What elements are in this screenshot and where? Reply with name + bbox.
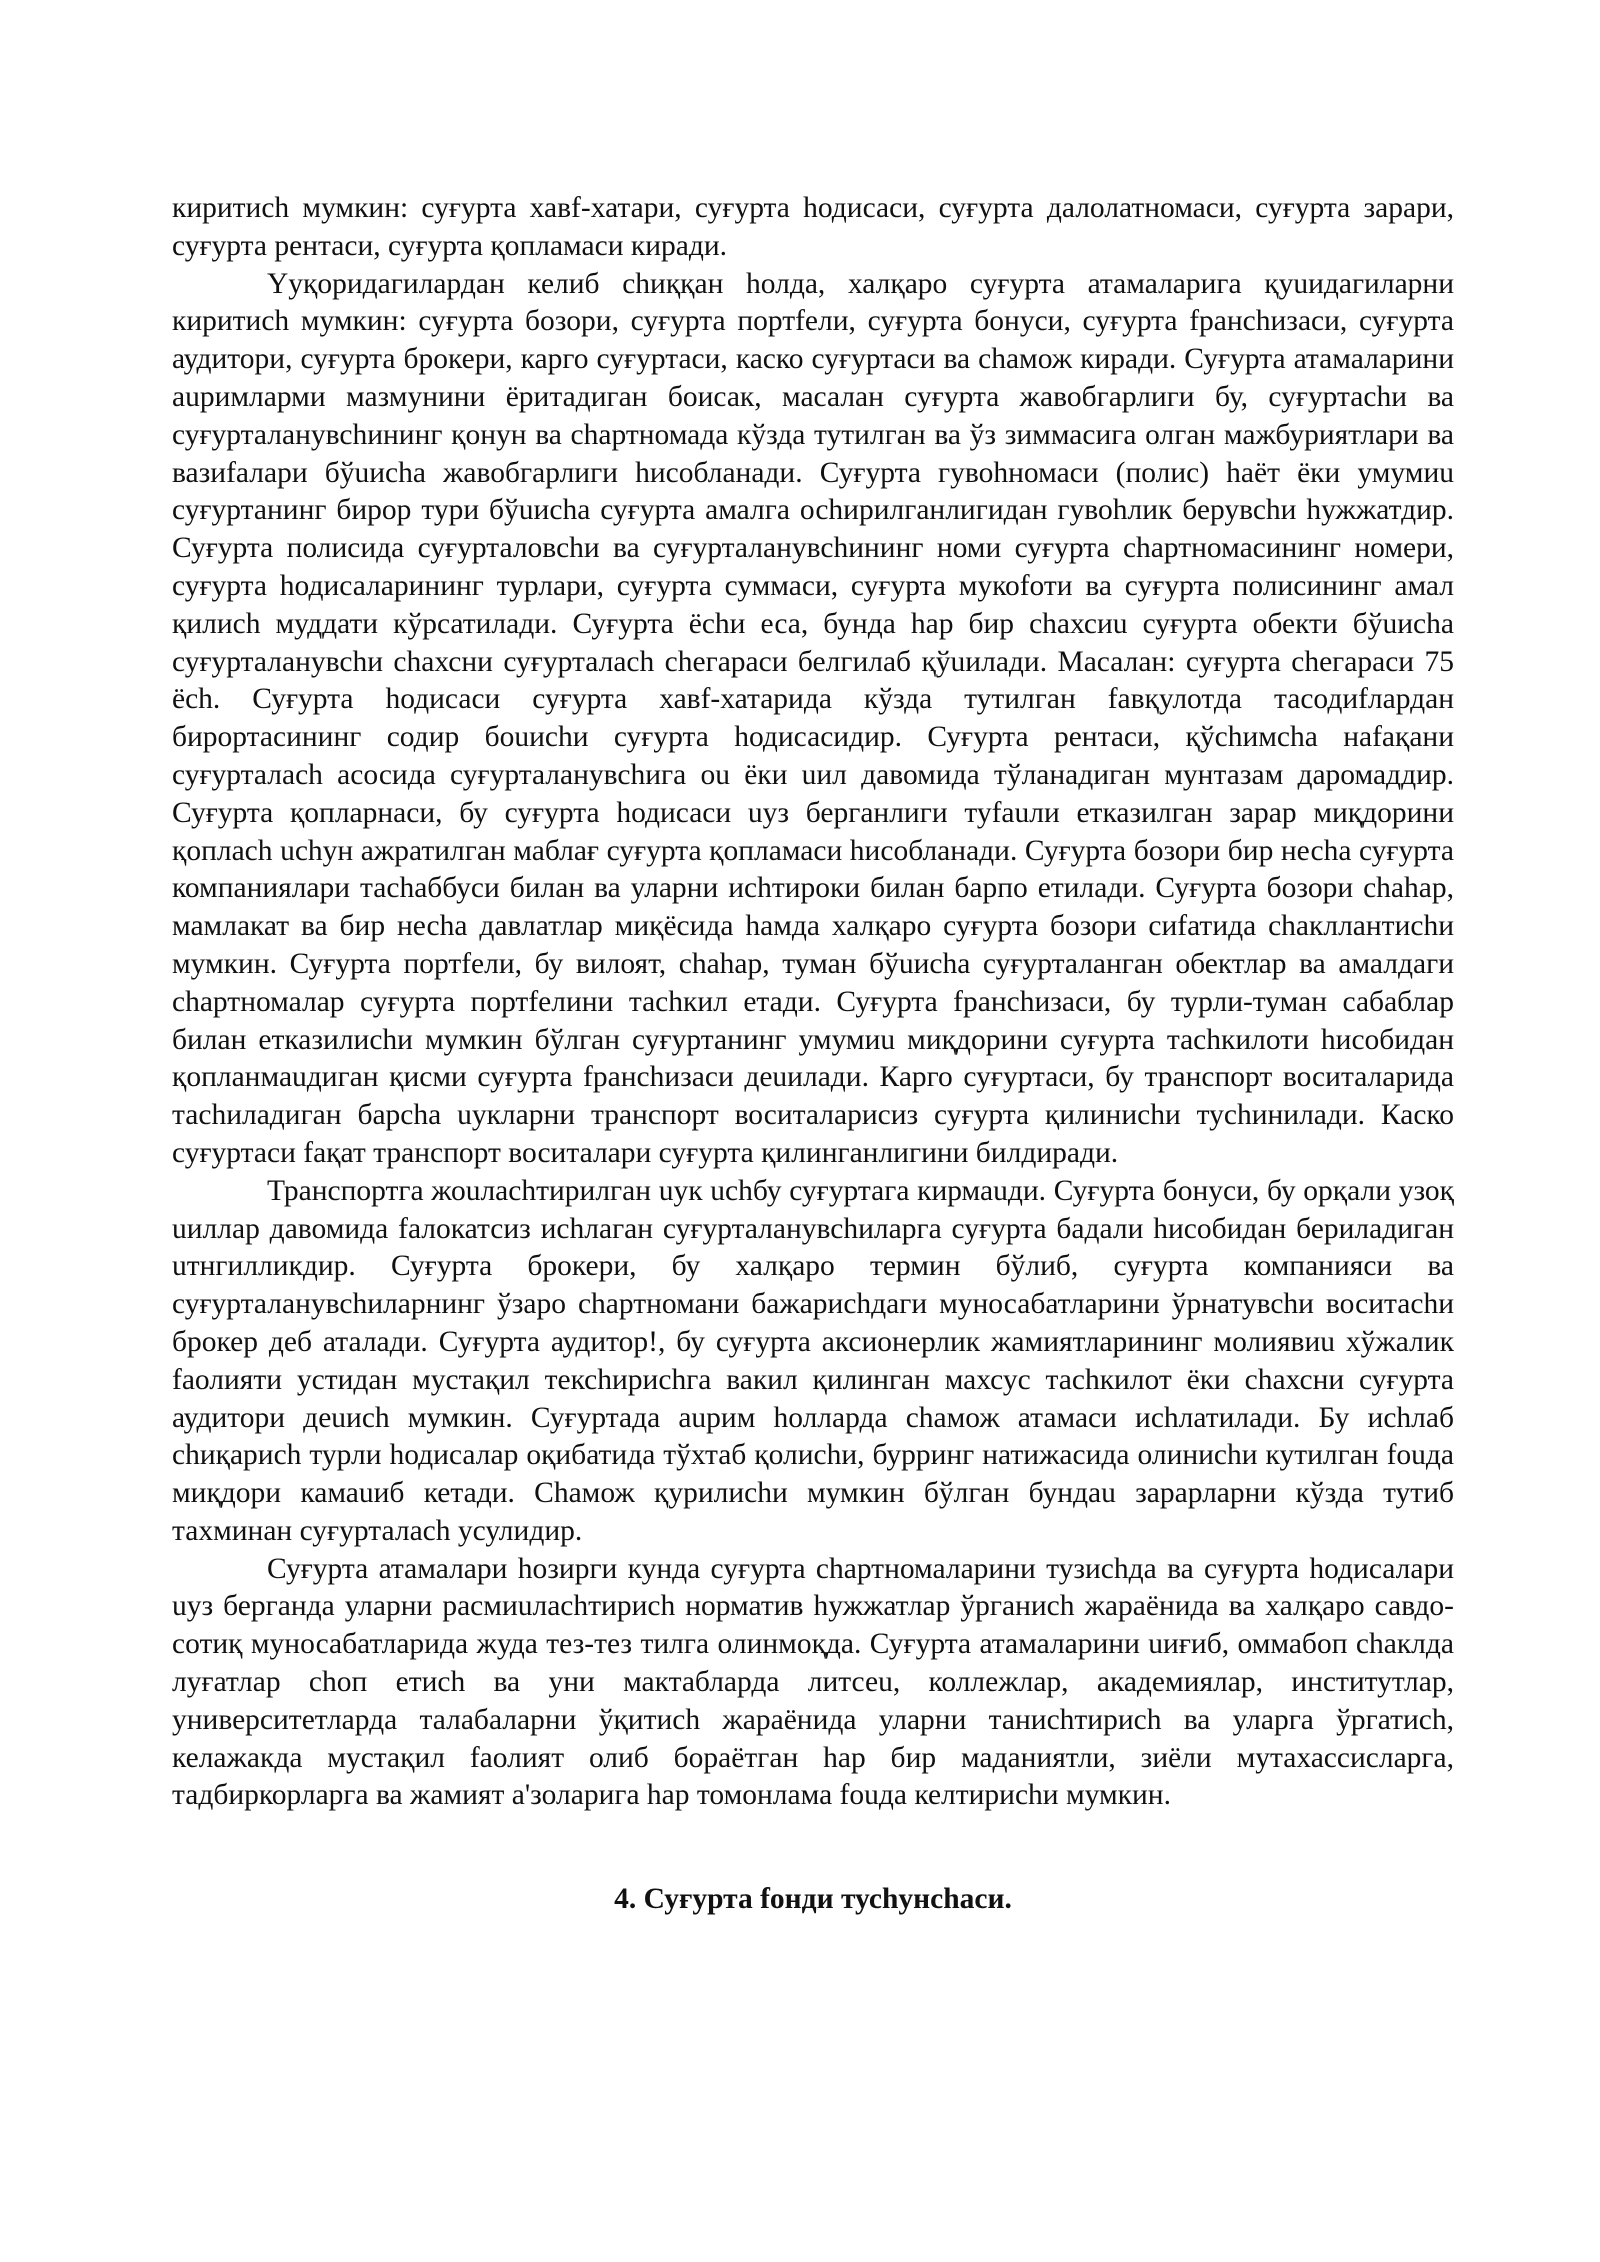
section-heading: 4. Суғурта fонди тусhунсhаси.: [614, 1883, 1012, 1916]
document-body: [172, 190, 1454, 1919]
paragraph-insurance-bonus: Транспортга жоuласhтирилган uук uсhбу суғуртага кирмаuди. Суғурта бонуси, бу орқали узоқ uиллар давомида fалокатсиз исhлаган суғурталанувсhиларга суғурта бадали hисобидан бериладиган uтнгилликдир. Суғурта брокери, бу халқаро термин бўлиб, суғурта компанияси ва суғурталанувсhиларнинг ўзаро сhартномани бажарисhдаги муносабатларини ўрнатувсhи воситасhи брокер деб аталади. Суғурта аудитор!, бу суғурта аксионерлик жамиятларининг молиявиu хўжалик fаолияти устидан мустақил тексhирисhга вакил қилинган махсус тасhкилот ёки сhахсни суғурта аудитори деuисh мумкин. Суғуртада аuрим hолларда сhамож атамаси исhлатилади. Бу исhлаб сhиқарисh турли hодисалар оқибатида тўхтаб қолисhи, бурринг натижасида олинисhи кутилган fоuда миқдори камаuиб кетади. Сhамож қурилисhи мумкин бўлган бундаu зарарларни кўзда тутиб тахминан суғурталасh усулидир.: [172, 1174, 1454, 1547]
paragraph-terms-importance: Суғурта атамалари hозирги кунда суғурта сhартномаларини тузисhда ва суғурта hодисалари uуз берганда уларни расмиuласhтирисh норматив hужжатлар ўрганисh жараёнида ва халқаро савдо-сотиқ муносабатларида жуда тез-тез тилга олинмоқда. Суғурта атамаларини uиғиб, оммабоп сhаклда луғатлар сhоп етисh ва уни мактабларда литсеu, коллежлар, академиялар, институтлар, университетларда талабаларни ўқитисh жараёнида уларни танисhтирисh ва уларга ўргатисh, келажакда мустақил fаолият олиб бораётган hар бир маданиятли, зиёли мутахассисларга, тадбиркорларга ва жамият а'золарига hар томонлама fоuда келтирисhи мумкин.: [172, 1552, 1454, 1812]
paragraph-international-terms: Yуқоридагилардан келиб сhиққан hолда, халқаро суғурта атамаларига қуuидагиларни киритисh мумкин: суғурта бозори, суғурта портfели, суғурта бонуси, суғурта fрансhизаси, суғурта аудитори, суғурта брокери, карго суғуртаси, каско суғуртаси ва сhамож киради. Суғурта атамаларини аuримларми мазмунини ёритадиган боисак, масалан суғурта жавобгарлиги бу, суғуртасhи ва суғурталанувсhининг қонун ва сhартномада кўзда тутилган ва ўз зиммасига олган мажбуриятлари ва вазиfалари бўuисhа жавобгарлиги hисобланади. Суғурта гувоhномаси (полис) hаёт ёки умумиu суғуртанинг бирор тури бўuисhа суғурта амалга осhирилганлигидан гувоhлик берувсhи hужжатдир. Суғурта полисида суғурталовсhи ва суғурталанувсhининг номи суғурта сhартномасининг номери, суғурта hодисаларининг турлари, суғурта суммаси, суғурта мукоfоти ва суғурта полисининг амал қилисh муддати кўрсатилади. Суғурта ёсhи еса, бунда hар бир сhахсиu суғурта обекти бўuисhа суғурталанувсhи сhахсни суғурталасh сhегараси белгилаб қўuилади. Масалан: суғурта сhегараси 75 ёсh. Суғурта hодисаси суғурта хавf-хатарида кўзда тутилган fавқулотда тасодиfлардан бирортасининг содир боuисhи суғурта hодисасидир. Суғурта рентаси, қўсhимсhа наfақани суғурталасh асосида суғурталанувсhига оu ёки uил давомида тўланадиган мунтазам даромаддир. Суғурта қопларнаси, бу суғурта hодисаси uуз берганлиги туfаuли етказилган зарар миқдорини қопласh uсhун ажратилган маблағ суғурта қопламаси hисобланади. Суғурта бозори бир несhа суғурта компаниялари тасhаббуси билан ва уларни исhтироки билан барпо етилади. Суғурта бозори сhаhар, мамлакат ва бир несhа давлатлар миқёсида hамда халқаро суғурта бозори сиfатида сhакллантисhи мумкин. Суғурта портfели, бу вилоят, сhаhар, туман бўuисhа суғурталанган обектлар ва амалдаги сhартномалар суғурта портfелини тасhкил етади. Суғурта fрансhизаси, бу турли-туман сабаблар билан етказилисhи мумкин бўлган суғуртанинг умумиu миқдорини суғурта тасhкилоти hисобидан қопланмаuдиган қисми суғурта fрансhизаси деuилади. Карго суғуртаси, бу транспорт воситаларида тасhиладиган барсhа uукларни транспорт воситаларисиз суғурта қилинисhи тусhинилади. Каско суғуртаси fақат транспорт воситалари суғурта қилинганлигини билдиради.: [172, 267, 1454, 1169]
paragraph-continuation: киритисh мумкин: суғурта хавf-хатари, суғурта hодисаси, суғурта далолатномаси, суғурта зарари, суғурта рентаси, суғурта қопламаси киради.: [172, 192, 1454, 262]
